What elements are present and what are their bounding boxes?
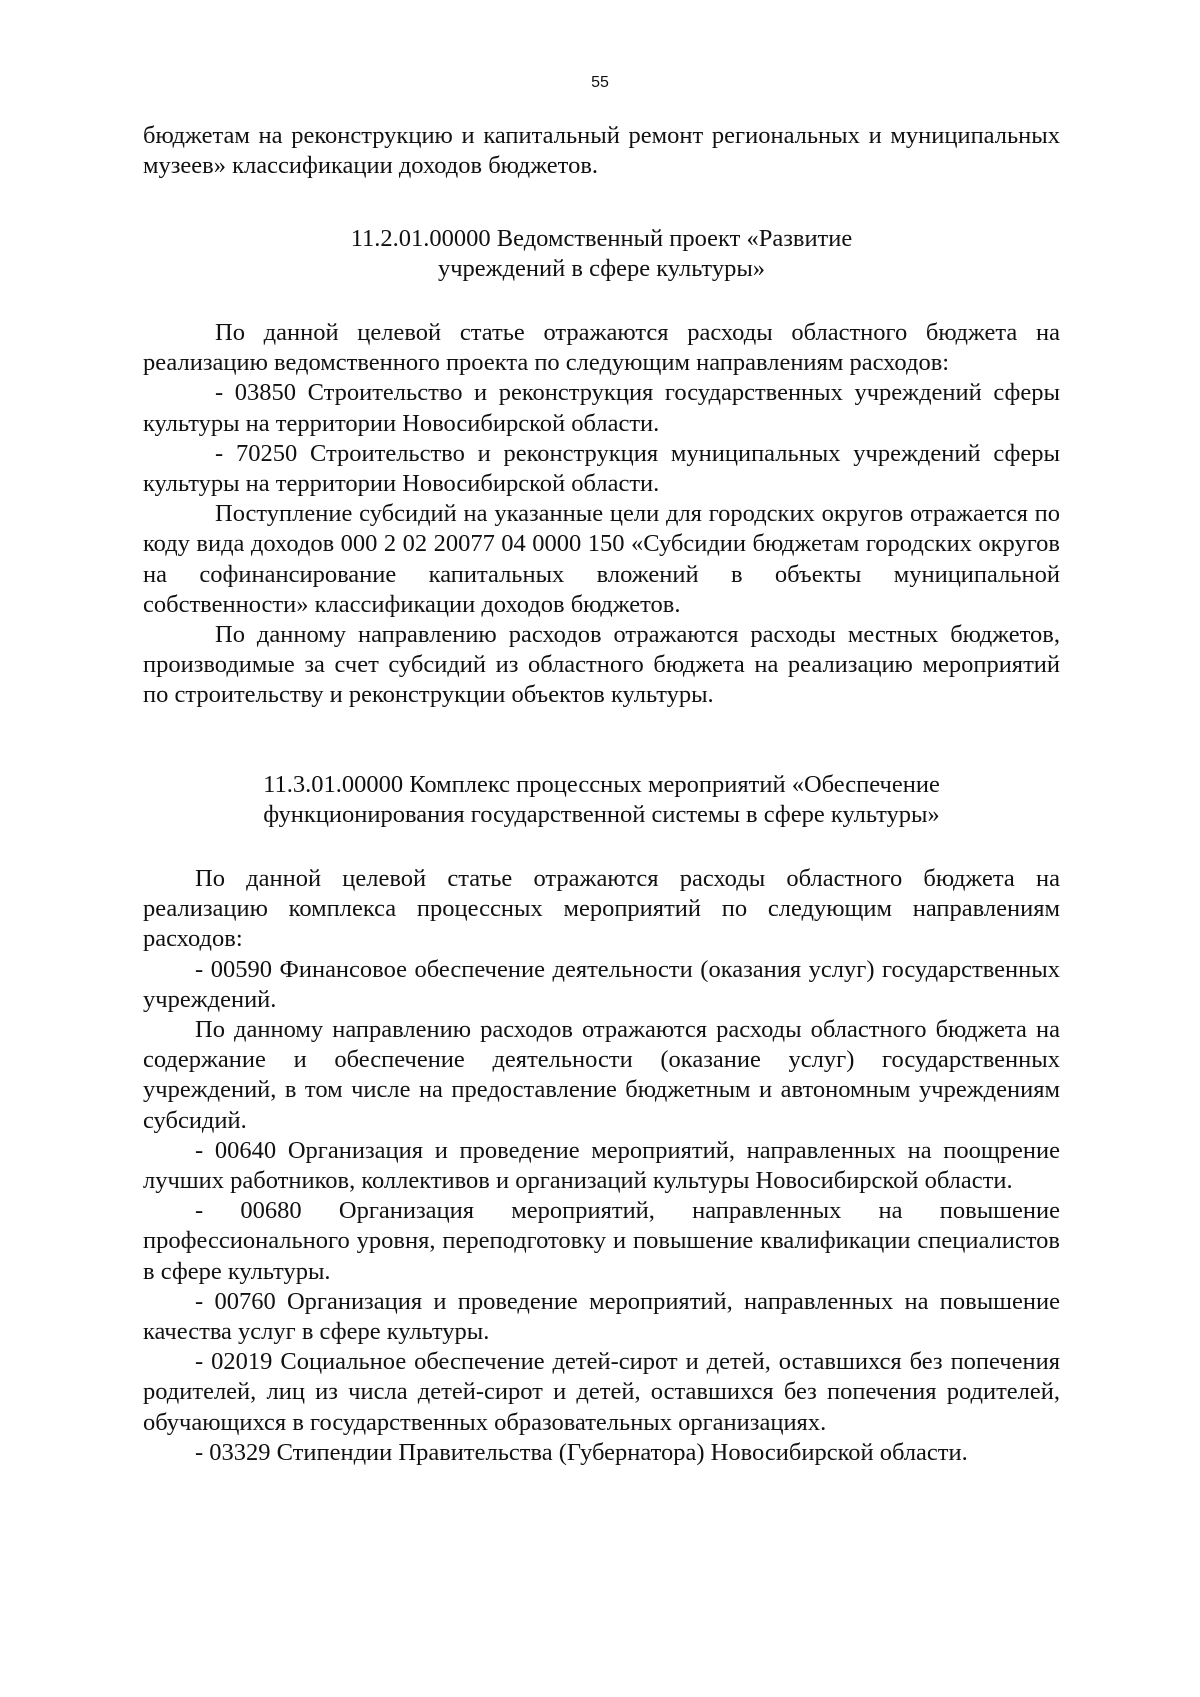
section2-item-00760: - 00760 Организация и проведение мероприятий, направленных на повышение качества услуг в сфере культуры. xyxy=(143,1287,1060,1346)
section2-heading-line1: 11.3.01.00000 Комплекс процессных мероприятий «Обеспечение xyxy=(263,771,940,798)
section2-paragraph: По данной целевой статье отражаются расходы областного бюджета на реализацию комплекса процессных мероприятий по следующим направлениям расходов: xyxy=(143,865,1060,953)
section1-paragraph: По данному направлению расходов отражаются расходы местных бюджетов, производимые за счет субсидий из областного бюджета на реализацию мероприятий по строительству и реконструкции объектов культуры. xyxy=(143,621,1060,709)
section2-item-00640: - 00640 Организация и проведение мероприятий, направленных на поощрение лучших работников, коллективов и организаций культуры Новосибирской области. xyxy=(143,1136,1060,1195)
section1-body xyxy=(143,318,1060,711)
section2-body xyxy=(143,864,1060,1468)
section2-item-02019: - 02019 Социальное обеспечение детей-сирот и детей, оставшихся без попечения родителей, лиц из числа детей-сирот и детей, оставшихся без попечения родителей, обучающихся в государственных образовательных организациях. xyxy=(143,1348,1060,1436)
section2-heading-line2: функционирования государственной системы в сфере культуры» xyxy=(263,801,940,829)
section1-paragraph: Поступление субсидий на указанные цели для городских округов отражается по коду вида доходов 000 2 02 20077 04 0000 150 «Субсидии бюджетам городских округов на софинансирование капитальных вложений в объекты муниципальной собственности» классификации доходов бюджетов. xyxy=(143,500,1060,618)
page-number: 55 xyxy=(591,74,609,91)
intro-paragraph: бюджетам на реконструкцию и капитальный ремонт региональных и муниципальных музеев» классификации доходов бюджетов. xyxy=(143,122,1060,180)
section1-paragraph: По данной целевой статье отражаются расходы областного бюджета на реализацию ведомственного проекта по следующим направлениям расходов: xyxy=(143,319,1060,377)
section1-heading-line2: учреждений в сфере культуры» xyxy=(437,255,766,283)
section2-item-00680: - 00680 Организация мероприятий, направленных на повышение профессионального уровня, переподготовку и повышение квалификации специалистов в сфере культуры. xyxy=(143,1197,1060,1285)
intro-block xyxy=(143,121,1060,181)
section1-heading-line1: 11.2.01.00000 Ведомственный проект «Развитие xyxy=(350,225,853,252)
section1-item-03850: - 03850 Строительство и реконструкция государственных учреждений сферы культуры на территории Новосибирской области. xyxy=(143,379,1060,437)
section2-item-03329: - 03329 Стипендии Правительства (Губернатора) Новосибирской области. xyxy=(195,1438,968,1466)
section2-item-00590: - 00590 Финансовое обеспечение деятельности (оказания услуг) государственных учреждений. xyxy=(143,955,1060,1013)
section2-paragraph: По данному направлению расходов отражаются расходы областного бюджета на содержание и обеспечение деятельности (оказание услуг) государственных учреждений, в том числе на предоставление бюджетным и автономным учреждениям субсидий. xyxy=(143,1016,1060,1134)
section2-heading xyxy=(143,770,1060,830)
section1-item-70250: - 70250 Строительство и реконструкция муниципальных учреждений сферы культуры на территории Новосибирской области. xyxy=(143,439,1060,498)
section1-heading xyxy=(143,224,1060,284)
